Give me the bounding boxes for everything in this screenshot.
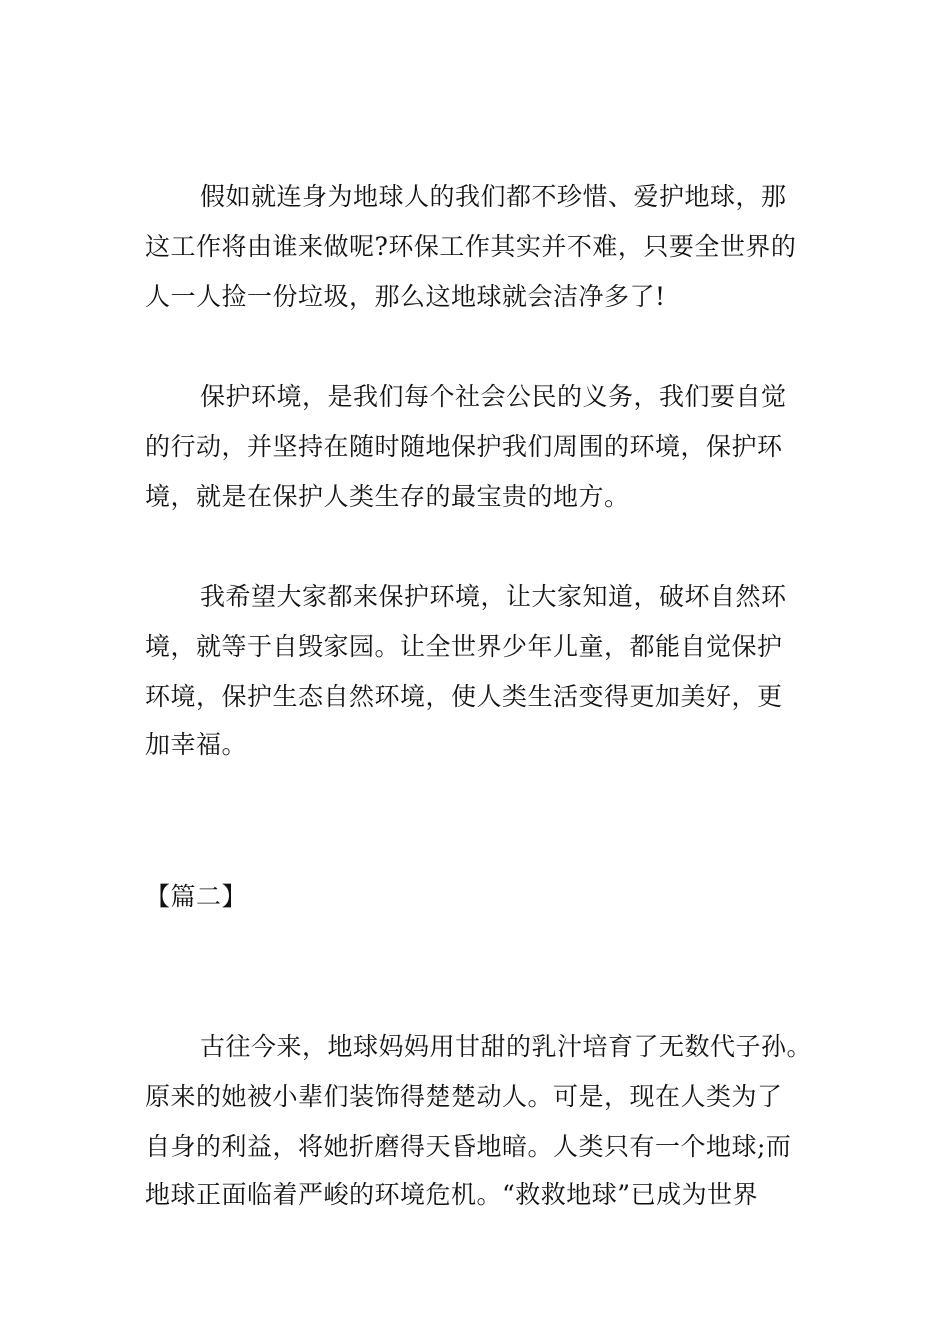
paragraph-3-line-2: 境，就等于自毁家园。让全世界少年儿童，都能自觉保护 [145, 632, 783, 661]
paragraph-2-line-3: 境，就是在保护人类生存的最宝贵的地方。 [145, 482, 630, 511]
paragraph-1-line-2: 这工作将由谁来做呢?环保工作其实并不难，只要全世界的 [145, 232, 797, 261]
paragraph-1-line-3: 人一人捡一份垃圾，那么这地球就会洁净多了! [145, 282, 666, 311]
paragraph-3-line-1: 我希望大家都来保护环境，让大家知道，破坏自然环 [200, 582, 787, 611]
paragraph-3-line-4: 加幸福。 [145, 730, 248, 759]
paragraph-2-line-2: 的行动，并坚持在随时随地保护我们周围的环境，保护环 [145, 432, 783, 461]
section-two-line-4: 地球正面临着严峻的环境危机。“救救地球”已成为世界 [145, 1180, 759, 1209]
paragraph-3-line-3: 环境，保护生态自然环境，使人类生活变得更加美好，更 [145, 682, 783, 711]
section-two-line-1: 古往今来，地球妈妈用甘甜的乳汁培育了无数代子孙。 [200, 1032, 813, 1061]
section-two-line-3: 自身的利益，将她折磨得天昏地暗。人类只有一个地球;而 [145, 1132, 792, 1161]
section-two-line-2: 原来的她被小辈们装饰得楚楚动人。可是，现在人类为了 [145, 1082, 783, 1111]
section-heading: 【篇二】 [145, 882, 248, 911]
paragraph-1-line-1: 假如就连身为地球人的我们都不珍惜、爱护地球，那 [200, 182, 787, 211]
paragraph-2-line-1: 保护环境，是我们每个社会公民的义务，我们要自觉 [200, 382, 787, 411]
